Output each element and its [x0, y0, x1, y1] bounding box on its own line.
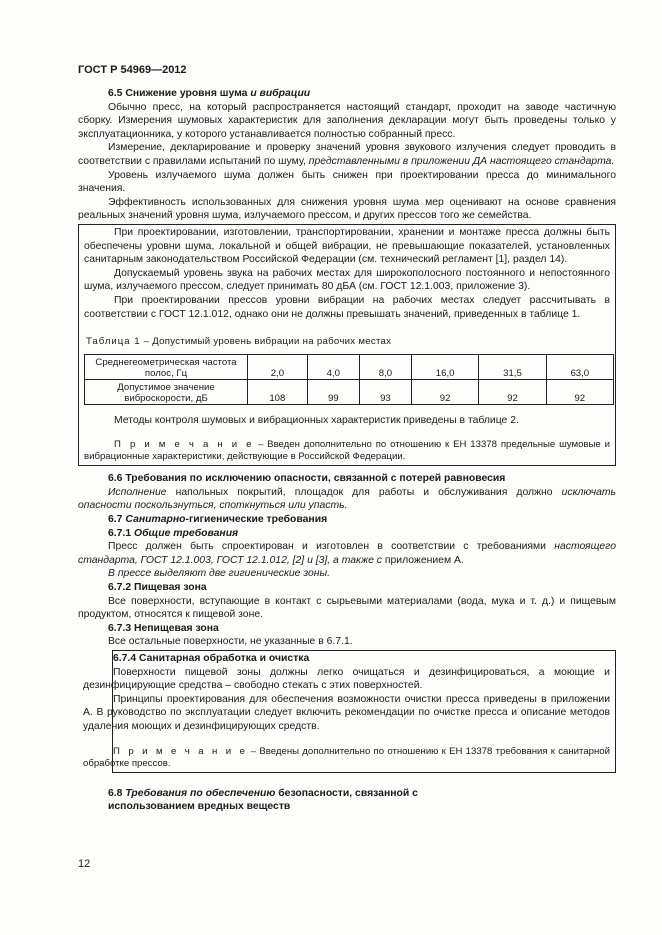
section-6-7-3-paragraph: Все остальные поверхности, не указанные в 6.7.1. — [108, 636, 353, 648]
table-row — [85, 379, 614, 404]
section-6-8-title: 6.8 Требования по обеспечению безопасности, связанной с — [108, 787, 418, 799]
section-6-7-2-title: 6.7.2 Пищевая зона — [108, 582, 207, 594]
box-paragraph: Методы контроля шумовых и вибрационных характеристик приведены в таблице 2. — [114, 414, 519, 426]
section-6-5-paragraph: Измерение, декларирование и проверку значений уровня звукового излучения следует проводить в соответствии с правилами испытаний по шуму, представленными в приложении ДА настоящего стандарта. — [78, 142, 616, 167]
box-note: П р и м е ч а н и е – Введены дополнительно по отношению к ЕН 13378 требования к санитарной обработке прессов. — [83, 745, 610, 769]
box-paragraph: При проектировании прессов уровни вибрации на рабочих местах следует рассчитывать в соответствии с ГОСТ 12.1.012, однако они не должны превышать значений, приведенных в таблице 1. — [84, 294, 610, 320]
table-cell: 108 — [248, 379, 308, 404]
table-cell: 93 — [359, 379, 411, 404]
section-6-5-paragraph: Уровень излучаемого шума должен быть снижен при проектировании пресса до минимального значения. — [78, 169, 616, 195]
section-6-7-1-paragraph: В прессе выделяют две гигиенические зоны. — [108, 568, 331, 580]
section-6-5-paragraph: Эффективность использованных для снижения уровня шума мер оценивают на основе сравнения реальных значений уровня шума, излучаемого прессом, и других прессов того же семейства. — [78, 196, 616, 222]
section-6-7-3-title: 6.7.3 Непищевая зона — [108, 622, 219, 634]
section-6-6-title: 6.6 Требования по исключению опасности, связанной с потерей равновесия — [108, 473, 506, 485]
section-6-7-2-paragraph: Все поверхности, вступающие в контакт с сырьевыми материалами (вода, мука и т. д.) и пищевым продуктом, относятся к пищевой зоне. — [78, 595, 616, 621]
page-number: 12 — [78, 858, 91, 870]
box-note: П р и м е ч а н и е – Введен дополнительно по отношению к ЕН 13378 предельные шумовые и вибрационные характеристики, действующие в Российской Федерации. — [84, 439, 610, 463]
section-6-7-title: 6.7 Санитарно-гигиенические требования — [108, 514, 328, 526]
box-paragraph: При проектировании, изготовлении, транспортировании, хранении и монтаже пресса должны быть обеспечены уровни шума, локальной и общей вибрации, не превышающие показателей, установленных санитарным законодательством Российской Федерации (см. технический регламент [1], раздел 14). — [84, 226, 610, 266]
table-cell: 31,5 — [479, 354, 546, 379]
inserted-text-box — [78, 224, 616, 466]
table-cell: 99 — [307, 379, 359, 404]
table-cell: 63,0 — [546, 354, 613, 379]
document-header: ГОСТ Р 54969—2012 — [78, 64, 187, 76]
table-cell: 16,0 — [411, 354, 478, 379]
document-body — [78, 87, 616, 814]
section-6-7-1-title: 6.7.1 Общие требования — [108, 527, 239, 539]
section-6-8-title-line2: использованием вредных веществ — [108, 801, 291, 813]
section-6-7-4-title: 6.7.4 Санитарная обработка и очистка — [113, 653, 310, 664]
table-row-header: Допустимое значение виброскорости, дБ — [85, 379, 248, 404]
vibration-table — [84, 354, 614, 405]
table-cell: 92 — [411, 379, 478, 404]
table-caption: Таблица 1 – Допустимый уровень вибрации на рабочих местах — [86, 336, 392, 348]
box-paragraph: Принципы проектирования для обеспечения возможности очистки пресса приведены в приложении А. В руководство по эксплуатации следует включить рекомендации по очистке пресса и описание методов удаления моющих и дезинфицирующих средств. — [83, 693, 610, 732]
box-paragraph: Допускаемый уровень звука на рабочих местах для широкополосного постоянного и непостоянного шума, излучаемого прессом, следует принимать 80 дБА (см. ГОСТ 12.1.003, приложение 3). — [84, 267, 610, 293]
table-cell: 2,0 — [248, 354, 308, 379]
box-paragraph: Поверхности пищевой зоны должны легко очищаться и дезинфицироваться, а моющие и дезинфицирующие средства – свободно стекать с этих поверхностей. — [83, 666, 610, 692]
section-6-5-title: 6.5 Снижение уровня шума и вибрации — [108, 88, 311, 99]
section-6-5-paragraph: Обычно пресс, на который распространяется настоящий стандарт, проходит на заводе частичную сборку. Измерения шумовых характеристик для заполнения декларации могут быть проведены только у эксплуатационника, у которого устанавливается полностью собранный пресс. — [78, 101, 616, 140]
section-6-6-paragraph: Исполнение напольных покрытий, площадок для работы и обслуживания должно исключать опасности поскользнуться, споткнуться или упасть. — [78, 486, 616, 512]
table-row — [85, 354, 614, 379]
table-cell: 92 — [546, 379, 613, 404]
table-row-header: Среднегеометрическая частота полос, Гц — [85, 354, 248, 379]
table-cell: 8,0 — [359, 354, 411, 379]
inserted-text-box — [83, 650, 616, 773]
section-6-7-1-paragraph: Пресс должен быть спроектирован и изготовлен в соответствии с требованиями настоящего стандарта, ГОСТ 12.1.003, ГОСТ 12.1.012, [2] и [3], а также с приложением А. — [78, 541, 616, 566]
table-cell: 4,0 — [307, 354, 359, 379]
table-cell: 92 — [479, 379, 546, 404]
